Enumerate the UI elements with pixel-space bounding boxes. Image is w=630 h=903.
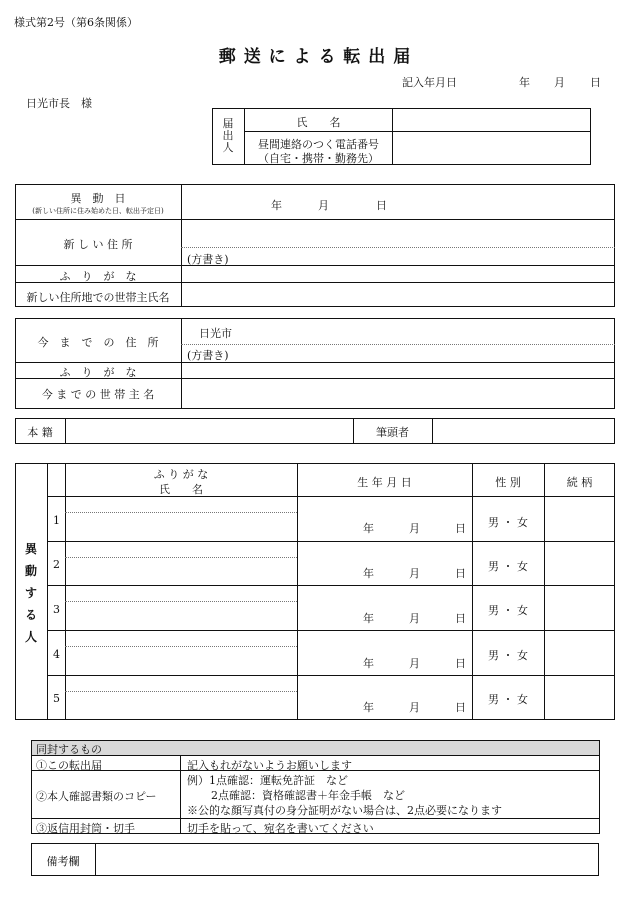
applicant-phone-label: 昼間連絡のつく電話番号 [258, 138, 379, 151]
row-number: 2 [53, 558, 60, 571]
previous-furigana-label: ふ り が な [59, 366, 137, 379]
row-month-unit: 月 [409, 701, 420, 714]
applicant-phone-note: （自宅・携帯・勤務先） [258, 152, 379, 165]
enclosure-item3-note: 切手を貼って、宛名を書いてください [187, 822, 374, 835]
row-day-unit: 日 [455, 522, 466, 535]
row-sex-options[interactable]: 男 ・ 女 [488, 649, 528, 662]
new-address-katagaki: (方書き) [187, 253, 229, 266]
enclosure-item1-label: ①この転出届 [36, 759, 102, 772]
row-year-unit: 年 [363, 701, 374, 714]
applicant-name-field[interactable] [394, 110, 589, 130]
header-relation: 続 柄 [566, 476, 593, 489]
row-month-unit: 月 [409, 612, 420, 625]
new-address-label: 新 し い 住 所 [63, 238, 133, 251]
persons-side-label: 異 動 す る 人 [24, 542, 37, 644]
row-month-unit: 月 [409, 567, 420, 580]
enclosure-item1-note: 記入もれがないようお願いします [187, 759, 352, 772]
page-title: 郵 送 に よ る 転 出 届 [218, 47, 412, 67]
date-month-unit: 月 [554, 76, 565, 89]
previous-katagaki: (方書き) [187, 349, 229, 362]
persons-table [15, 463, 615, 720]
enclosure-item2-line2: 2点確認：資格確認書＋年金手帳 など [211, 789, 405, 802]
hittou-field[interactable] [434, 420, 613, 442]
row-year-unit: 年 [363, 522, 374, 535]
remarks-field[interactable] [97, 845, 597, 874]
row-number: 1 [53, 514, 60, 527]
move-date-day-unit: 日 [376, 199, 387, 212]
row-day-unit: 日 [455, 612, 466, 625]
enclosure-item2-label: ②本人確認書類のコピー [36, 790, 157, 803]
new-head-field[interactable] [183, 284, 613, 305]
row-sex-options[interactable]: 男 ・ 女 [488, 693, 528, 706]
date-label: 記入年月日 [402, 76, 457, 89]
move-date-month-unit: 月 [318, 199, 329, 212]
row-day-unit: 日 [455, 701, 466, 714]
new-address-field[interactable] [183, 221, 613, 246]
row-year-unit: 年 [363, 567, 374, 580]
row-number: 4 [53, 648, 60, 661]
remarks-label: 備考欄 [46, 855, 80, 868]
row-sex-options[interactable]: 男 ・ 女 [488, 560, 528, 573]
row-sex-options[interactable]: 男 ・ 女 [488, 604, 528, 617]
applicant-phone-field[interactable] [394, 133, 589, 163]
applicant-section-label: 届出人 [222, 117, 234, 154]
row-year-unit: 年 [363, 612, 374, 625]
date-year-unit: 年 [519, 76, 530, 89]
header-name: 氏 名 [159, 483, 203, 496]
date-day-unit: 日 [590, 76, 601, 89]
row-number: 3 [53, 603, 60, 616]
row-day-unit: 日 [455, 657, 466, 670]
hittou-label: 筆頭者 [376, 426, 409, 439]
header-furigana: ふ り が な [153, 468, 209, 481]
row-month-unit: 月 [409, 657, 420, 670]
row-sex-options[interactable]: 男 ・ 女 [488, 516, 528, 529]
applicant-name-label: 氏 名 [296, 116, 341, 129]
header-sex: 性 別 [495, 476, 521, 489]
enclosure-item2-line3: ※公的な顔写真付の身分証明がない場合は、2点必要になります [187, 804, 502, 817]
honseki-field[interactable] [67, 420, 351, 442]
move-date-note: (新しい住所に住み始めた日、転出予定日) [32, 207, 164, 215]
row-number: 5 [53, 692, 60, 705]
previous-head-label: 今 ま で の 世 帯 主 名 [41, 388, 155, 401]
honseki-label: 本 籍 [27, 426, 53, 439]
previous-address-label: 今 ま で の 住 所 [37, 336, 159, 349]
new-address-furigana-label: ふ り が な [59, 270, 137, 283]
enclosures-header: 同封するもの [36, 743, 102, 756]
move-date-label: 異 動 日 [70, 192, 126, 205]
header-birth: 生 年 月 日 [357, 476, 412, 489]
enclosure-item2-line1: 例）1点確認：運転免許証 など [187, 774, 348, 787]
row-year-unit: 年 [363, 657, 374, 670]
previous-city: 日光市 [199, 327, 232, 340]
previous-head-field[interactable] [183, 380, 613, 407]
move-date-year-unit: 年 [271, 199, 282, 212]
new-head-label: 新しい住所地での世帯主氏名 [26, 291, 170, 304]
form-number: 様式第2号（第6条関係） [14, 16, 138, 29]
row-day-unit: 日 [455, 567, 466, 580]
enclosure-item3-label: ③返信用封筒・切手 [36, 822, 135, 835]
addressee: 日光市長 様 [26, 97, 92, 110]
row-month-unit: 月 [409, 522, 420, 535]
